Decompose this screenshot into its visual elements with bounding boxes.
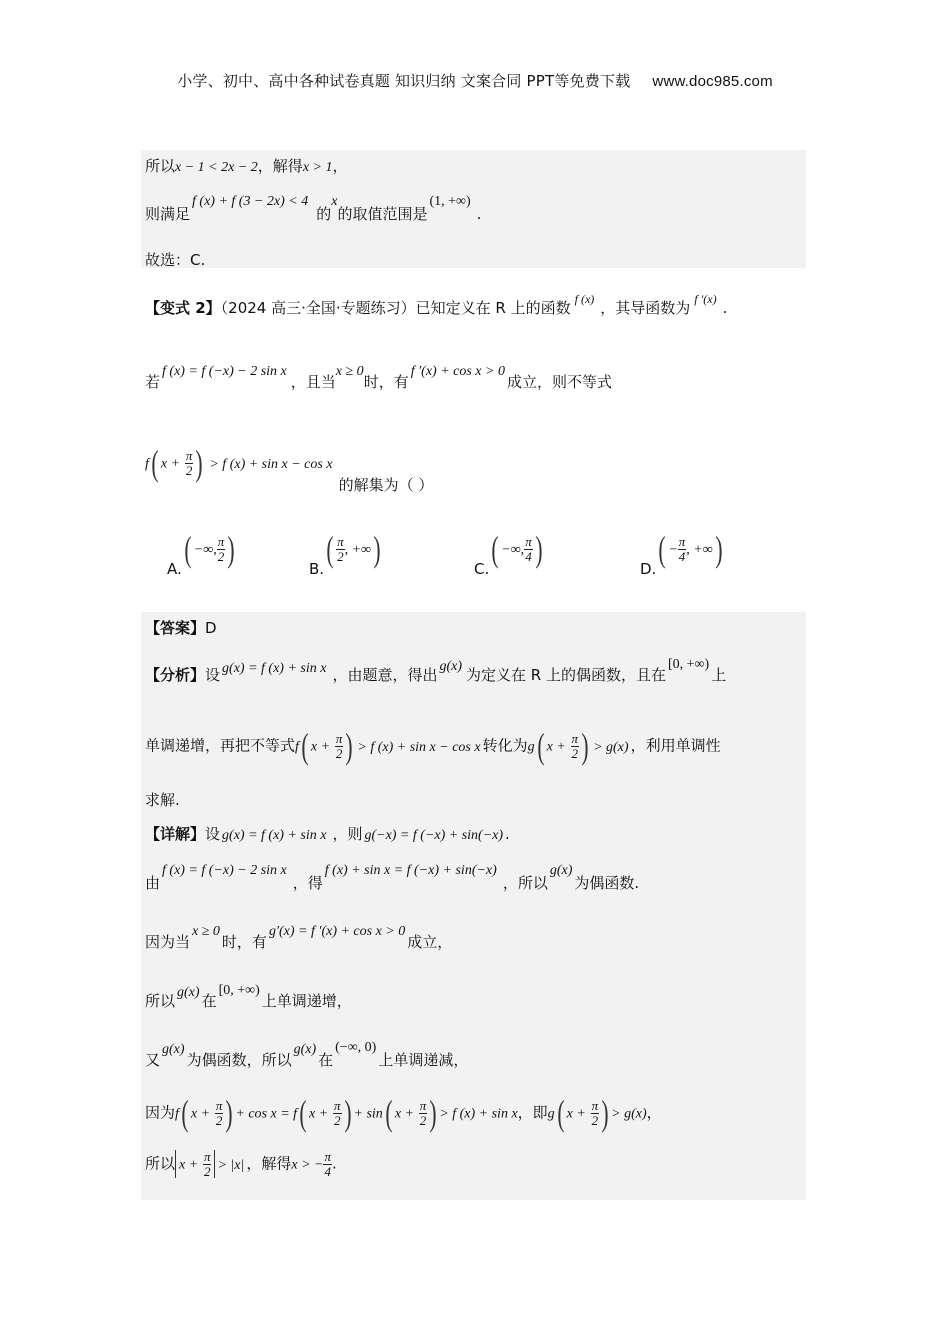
option-c[interactable]: C.( −∞, $\frac{\pi}{4}$ ) (474, 529, 543, 578)
option-a[interactable]: A.( −∞, $\frac{\pi}{2}$ ) (167, 529, 235, 578)
page-header (0, 70, 950, 91)
detail-line3: 因为当x ≥ 0时，有g′(x) = f ′(x) + cos x > 0成立， (145, 924, 453, 951)
analysis-line2: 单调递增，再把不等式f( x + $\frac{\pi}{2}$ ) > f (x) + sin x − cos x 转化为g( x + $\frac{\pi}{2}$ ) > g(x) ，利用单调性 (145, 726, 721, 766)
prev-solution-line1: 所以x − 1 < 2x − 2，解得x > 1， (145, 157, 348, 175)
detail-line6: 因为f( x + $\frac{\pi}{2}$ ) + cos x = f( x + $\frac{\pi}{2}$ ) + sin( x + $\frac{\pi}{2}$ ) > f (x) + sin x，即g( x + $\frac{\pi}{2}$ ) > g(x)， (145, 1093, 662, 1133)
header-text: 小学、初中、高中各种试卷真题 知识归纳 文案合同 PPT等免费下载 (177, 72, 631, 90)
problem-condition: 若f (x) = f (−x) − 2 sin x，且当x ≥ 0时，有f ′(x) + cos x > 0成立，则不等式 (145, 364, 612, 391)
detail-line7: 所以 x + $\frac{\pi}{2}$ > |x| ，解得x > − $\frac{\pi}{4}$ . (145, 1149, 337, 1179)
detail-line4: 所以 g(x) 在[0, +∞)上单调递增， (145, 983, 352, 1010)
problem-inequality: f( x + $\frac{\pi}{2}$ ) > f (x) + sin x − cos x的解集为（ ） (145, 443, 434, 494)
analysis-line3: 求解. (145, 791, 180, 809)
header-site[interactable]: www.doc985.com (652, 73, 773, 90)
answer-value: D (205, 619, 217, 637)
fraction: $\frac{\pi}{2}$ (185, 447, 193, 478)
prev-solution-line2: 则满足f (x) + f (3 − 2x) < 4的x的取值范围是(1, +∞). (145, 194, 482, 223)
problem-label: 【变式 2】 (145, 299, 221, 317)
detail-line2: 由f (x) = f (−x) − 2 sin x，得f (x) + sin x = f (−x) + sin(−x)，所以g(x)为偶函数. (145, 863, 640, 892)
detail-line5: 又g(x)为偶函数，所以g(x)在(−∞, 0)上单调递减， (145, 1040, 469, 1069)
option-b[interactable]: B.( $\frac{\pi}{2}$ , +∞) (309, 529, 381, 578)
answer-line: 【答案】D (145, 619, 217, 637)
prev-solution-line3: 故选：C. (145, 251, 206, 269)
problem-title: 【变式 2】（2024 高三·全国·专题练习）已知定义在 R 上的函数 $^{f (x)}$ ，其导函数为 $^{f '(x)}$ . (145, 292, 728, 317)
option-d[interactable]: D.( − $\frac{\pi}{4}$ , +∞) (640, 529, 723, 578)
analysis-line1: 【分析】设 g(x) = f (x) + sin x ，由题意，得出 g(x) 为定义在 R 上的偶函数，且在[0, +∞)上 (145, 657, 727, 684)
detail-line1: 【详解】设 g(x) = f (x) + sin x ，则 g(−x) = f (−x) + sin(−x) . (145, 825, 510, 843)
